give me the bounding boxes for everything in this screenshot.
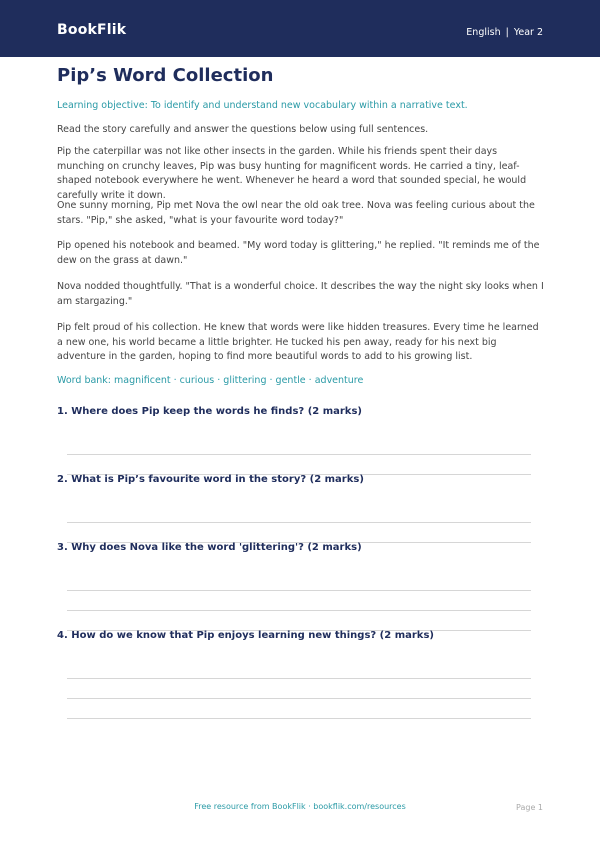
page-number: Page 1 xyxy=(516,803,543,812)
separator: | xyxy=(505,27,509,38)
story-paragraph: Nova nodded thoughtfully. "That is a wonderful choice. It describes the way the night sky looks when I am stargazing." xyxy=(57,281,544,307)
answer-line[interactable] xyxy=(67,522,531,523)
question-1: 1. Where does Pip keep the words he finds? (2 marks) xyxy=(57,406,362,417)
story-paragraph: Pip felt proud of his collection. He knew that words were like hidden treasures. Every time he learned a new one, his world became a little brighter. He tucked his pen away, ready for his next big adventure in the garden, hoping to find more beautiful words to add to his growing list. xyxy=(57,322,539,362)
question-4: 4. How do we know that Pip enjoys learning new things? (2 marks) xyxy=(57,630,434,641)
brand-logo-text: BookFlik xyxy=(57,22,127,38)
question-3: 3. Why does Nova like the word 'glittering'? (2 marks) xyxy=(57,542,362,553)
story-paragraph: Pip opened his notebook and beamed. "My word today is glittering," he replied. "It reminds me of the dew on the grass at dawn." xyxy=(57,240,540,266)
footer-credit: Free resource from BookFlik · bookflik.com/resources xyxy=(194,802,406,811)
answer-line[interactable] xyxy=(67,718,531,719)
answer-line[interactable] xyxy=(67,590,531,591)
answer-line[interactable] xyxy=(67,678,531,679)
answer-line[interactable] xyxy=(67,610,531,611)
page-header xyxy=(0,0,600,57)
answer-line[interactable] xyxy=(67,698,531,699)
subject-year-label xyxy=(466,27,543,38)
question-2: 2. What is Pip’s favourite word in the story? (2 marks) xyxy=(57,474,364,485)
story-paragraph: Pip the caterpillar was not like other insects in the garden. While his friends spent their days munching on crunchy leaves, Pip was busy hunting for magnificent words. He carried a tiny, leaf-shaped notebook everywhere he went. Whenever he heard a word that sounded special, he would carefully write it down. xyxy=(57,146,527,201)
instructions-text: Read the story carefully and answer the questions below using full sentences. xyxy=(57,124,429,135)
worksheet-title: Pip’s Word Collection xyxy=(57,65,274,86)
year-label: Year 2 xyxy=(513,27,543,38)
word-bank: Word bank: magnificent · curious · glittering · gentle · adventure xyxy=(57,375,364,386)
learning-objective: Learning objective: To identify and understand new vocabulary within a narrative text. xyxy=(57,100,468,111)
answer-line[interactable] xyxy=(67,454,531,455)
subject-label: English xyxy=(466,27,501,38)
story-paragraph: One sunny morning, Pip met Nova the owl near the old oak tree. Nova was feeling curious about the stars. "Pip," she asked, "what is your favourite word today?" xyxy=(57,200,535,226)
